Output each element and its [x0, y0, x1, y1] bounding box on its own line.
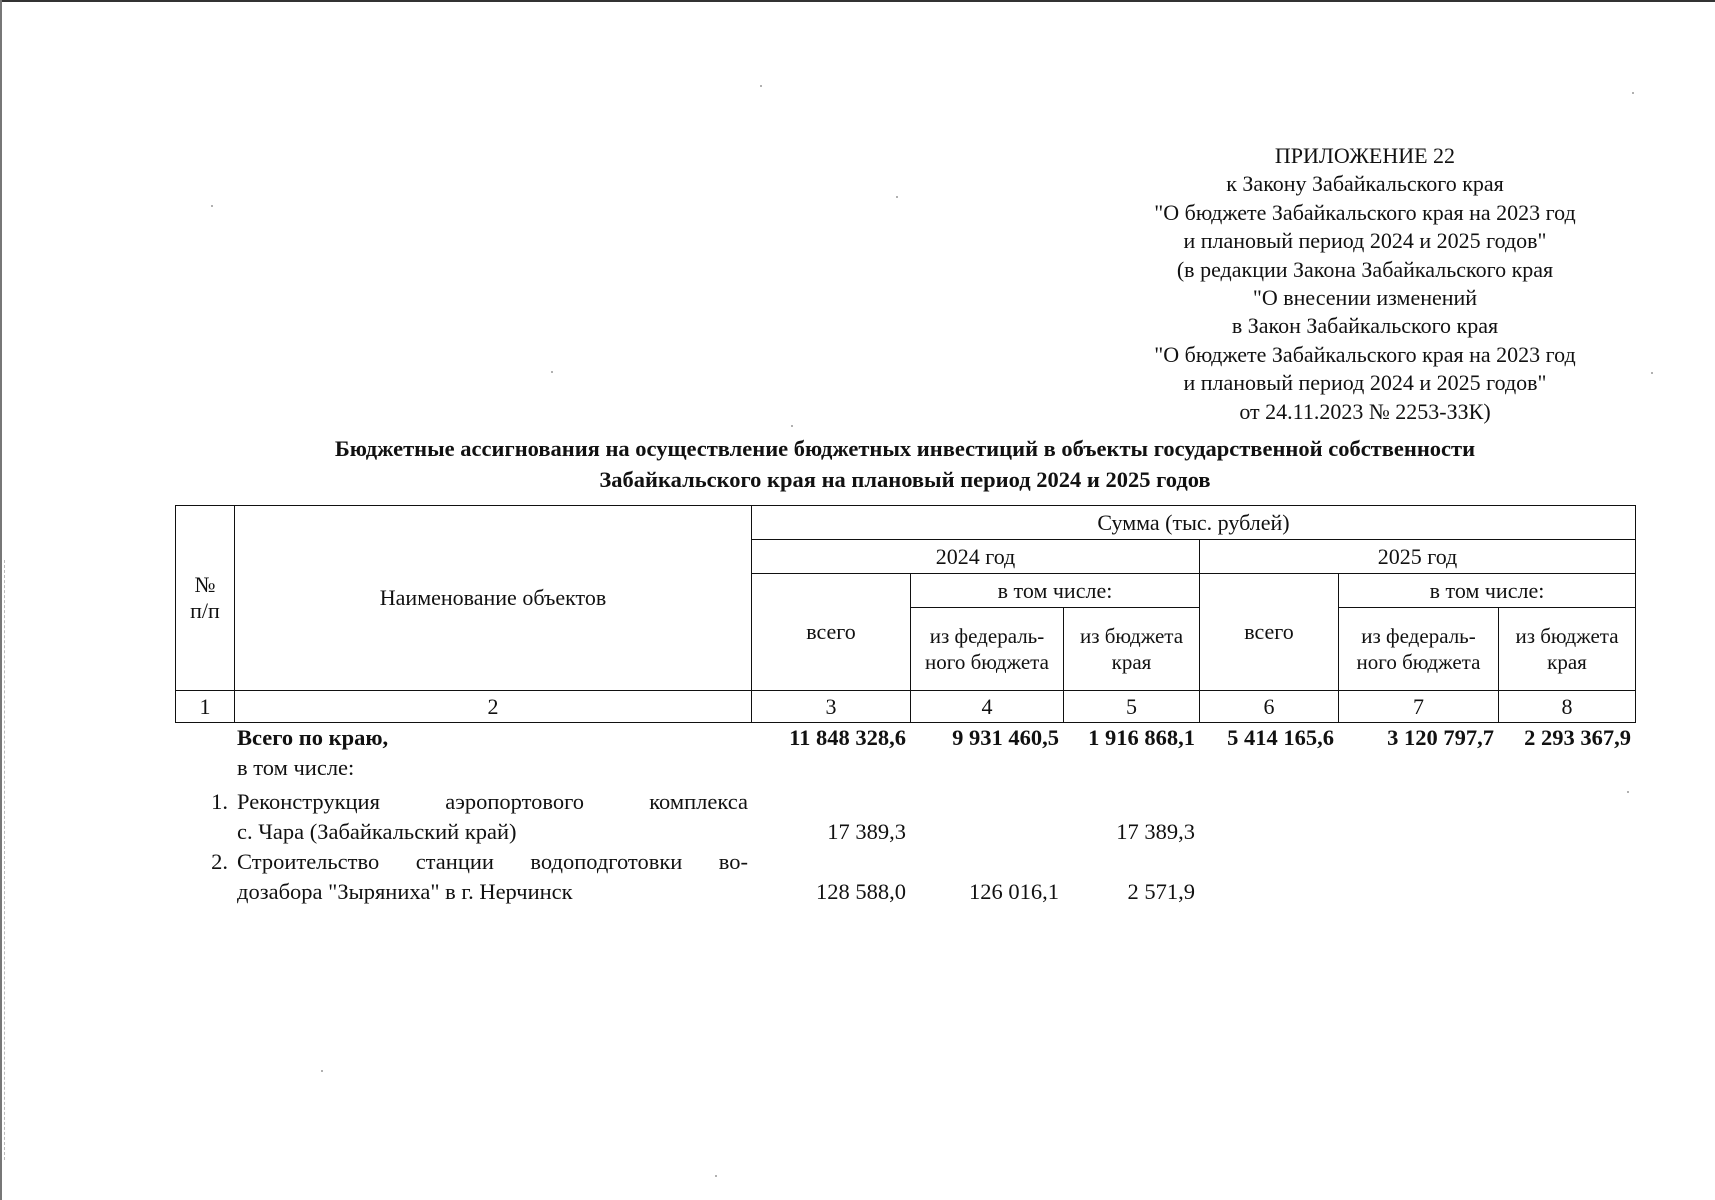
- total-label: Всего по краю,: [237, 725, 389, 750]
- header-federal-2025: [1339, 608, 1499, 691]
- header-regional-2024: [1064, 608, 1200, 691]
- row-value: [1338, 783, 1498, 847]
- row-index: 1.: [211, 789, 228, 814]
- header-regional-2025: [1499, 608, 1636, 691]
- header-year-2024: 2024 год: [752, 540, 1200, 574]
- header-total-2024: всего: [752, 574, 911, 691]
- row-name-line2: с. Чара (Забайкальский край): [237, 819, 517, 844]
- scan-speck: [551, 371, 553, 373]
- row-value: [1498, 783, 1635, 847]
- scan-speck: [1627, 791, 1629, 793]
- table-header: [175, 505, 1636, 691]
- header-regional-line1: из бюджета: [1515, 624, 1619, 648]
- row-name-line2: дозабора "Зыряниха" в г. Нерчинск: [237, 879, 573, 904]
- page-left-dashes: [4, 560, 5, 1160]
- appendix-line: к Закону Забайкальского края: [1226, 171, 1504, 197]
- header-federal-line1: из федераль-: [929, 624, 1045, 648]
- page-top-border: [0, 0, 1715, 2]
- total-value: 2 293 367,9: [1524, 725, 1631, 750]
- header-total-2025: всего: [1200, 574, 1339, 691]
- table-body: [175, 723, 1635, 907]
- page-left-border: [0, 0, 2, 1200]
- row-value: 17 389,3: [1116, 819, 1195, 844]
- row-name: [234, 847, 751, 907]
- row-value: [910, 783, 1063, 847]
- row-name: [234, 783, 751, 847]
- row-value: 17 389,3: [827, 819, 906, 844]
- header-federal-line1: из федераль-: [1361, 624, 1476, 648]
- row-value: 128 588,0: [816, 879, 906, 904]
- appendix-line: (в редакции Закона Забайкальского края: [1176, 256, 1554, 282]
- header-sum: Сумма (тыс. рублей): [752, 506, 1636, 540]
- table-row: [175, 847, 1635, 907]
- scan-speck: [211, 205, 213, 207]
- row-value: 2 571,9: [1127, 879, 1195, 904]
- column-number: 6: [1200, 691, 1339, 723]
- header-number-line1: №: [194, 572, 216, 597]
- header-regional-line2: края: [1547, 650, 1587, 674]
- row-value: [1199, 847, 1338, 907]
- header-federal-line2: ного бюджета: [925, 650, 1049, 674]
- header-name: Наименование объектов: [235, 506, 752, 691]
- row-index: 2.: [211, 849, 228, 874]
- total-value: 11 848 328,6: [789, 725, 906, 750]
- including-label: в том числе:: [237, 755, 355, 780]
- appendix-line: от 24.11.2023 № 2253-ЗЗК): [1239, 398, 1491, 424]
- column-number: 4: [911, 691, 1064, 723]
- row-name-line1: Строительство станции водоподготовки во-: [237, 849, 748, 874]
- row-value: 126 016,1: [969, 879, 1059, 904]
- column-number: 1: [176, 691, 235, 723]
- column-number: 8: [1499, 691, 1636, 723]
- appendix-line: и плановый период 2024 и 2025 годов": [1183, 370, 1547, 396]
- row-value: [1338, 847, 1498, 907]
- scan-speck: [791, 425, 793, 427]
- row-name-line1: Реконструкция аэропортового комплекса: [237, 789, 748, 814]
- total-value: 5 414 165,6: [1227, 725, 1334, 750]
- header-regional-line2: края: [1111, 650, 1152, 674]
- column-number: 7: [1339, 691, 1499, 723]
- column-number: 5: [1064, 691, 1200, 723]
- scan-speck: [896, 196, 898, 198]
- column-numbers-row: [175, 690, 1636, 723]
- column-number: 3: [752, 691, 911, 723]
- table-row: [175, 783, 1635, 847]
- scan-speck: [1632, 92, 1634, 94]
- appendix-line: и плановый период 2024 и 2025 годов": [1183, 228, 1547, 254]
- header-including-2025: в том числе:: [1339, 574, 1636, 608]
- row-value: [1498, 847, 1635, 907]
- document-title: [180, 433, 1630, 495]
- title-line-2: Забайкальского края на плановый период 2024 и 2025 годов: [599, 467, 1211, 492]
- table-row-total: [175, 723, 1635, 753]
- header-including-2024: в том числе:: [911, 574, 1200, 608]
- column-number: 2: [235, 691, 752, 723]
- header-year-2025: 2025 год: [1200, 540, 1636, 574]
- header-number: [176, 506, 235, 691]
- table-row-including: [175, 753, 1635, 783]
- scan-speck: [321, 1070, 323, 1072]
- scan-speck: [715, 1175, 717, 1177]
- appendix-line: ПРИЛОЖЕНИЕ 22: [1274, 143, 1456, 168]
- header-federal-2024: [911, 608, 1064, 691]
- total-index: [175, 723, 234, 753]
- total-value: 1 916 868,1: [1088, 725, 1195, 750]
- row-value: [1199, 783, 1338, 847]
- title-line-1: Бюджетные ассигнования на осуществление бюджетных инвестиций в объекты государственной собственности: [334, 436, 1476, 461]
- header-federal-line2: ного бюджета: [1356, 650, 1481, 674]
- scan-speck: [1651, 372, 1653, 374]
- header-regional-line1: из бюджета: [1079, 624, 1184, 648]
- scan-speck: [760, 85, 762, 87]
- appendix-line: "О бюджете Забайкальского края на 2023 год: [1154, 341, 1576, 367]
- total-value: 3 120 797,7: [1387, 725, 1494, 750]
- appendix-block: [1040, 142, 1690, 426]
- appendix-line: "О внесении изменений: [1252, 285, 1478, 311]
- header-number-line2: п/п: [190, 598, 220, 623]
- appendix-line: в Закон Забайкальского края: [1231, 313, 1499, 339]
- appendix-line: "О бюджете Забайкальского края на 2023 год: [1154, 199, 1576, 225]
- total-value: 9 931 460,5: [952, 725, 1059, 750]
